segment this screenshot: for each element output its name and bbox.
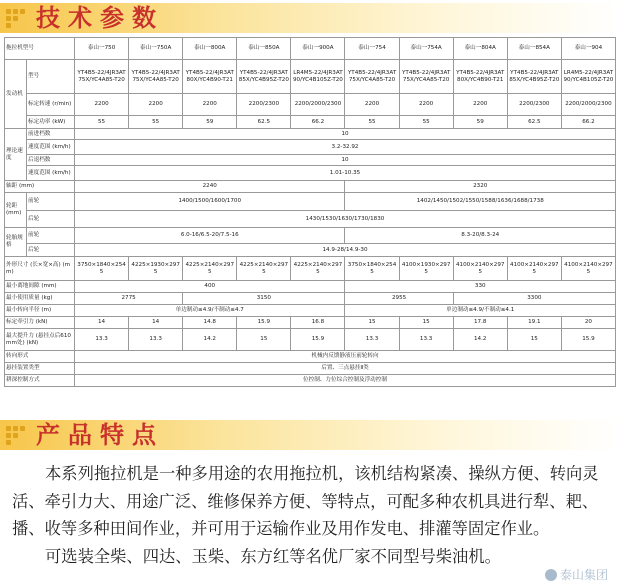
engine-speed-label: 标定转速 (r/min) [27, 94, 75, 116]
lift-cell: 13.3 [399, 329, 453, 351]
clearance-value: 400 [75, 281, 345, 293]
drawbar-cell: 14 [75, 317, 129, 329]
dims-label: 外形尺寸 (长×宽×高) (mm) [5, 257, 75, 281]
drawbar-label: 标定牵引力 (kN) [5, 317, 75, 329]
features-text [12, 460, 612, 570]
dims-cell: 3750×1840×2545 [75, 257, 129, 281]
table-row [5, 375, 616, 387]
lift-cell: 15 [507, 329, 561, 351]
lift-cell: 13.3 [345, 329, 399, 351]
drawbar-cell: 16.8 [291, 317, 345, 329]
engine-speed-cell: 2200/2300 [237, 94, 291, 116]
track-rear-value: 1430/1530/1630/1730/1830 [75, 211, 616, 228]
engine-power-cell: 55 [399, 116, 453, 129]
table-row [5, 211, 616, 228]
table-row [5, 228, 616, 244]
speed-group-label: 理论速度 [5, 129, 27, 181]
tire-rear-value: 14.9-28/14.9-30 [75, 244, 616, 257]
spec-table [4, 37, 616, 387]
tillage-label: 耕深控制方式 [5, 375, 75, 387]
table-row [5, 257, 616, 281]
wheelbase-label: 轴距 (mm) [5, 181, 75, 193]
engine-power-cell: 66.2 [291, 116, 345, 129]
clearance-value: 330 [345, 281, 616, 293]
features-paragraph: 本系列拖拉机是一种多用途的农用拖拉机，该机结构紧凑、操纵方便、转向灵活、牵引力大、用途广泛、维修保养方便、等特点，可配多种农机具进行犁、耙、播、收等多种田间作业，并可用于运输作业及用作发电、排灌等固定作业。 [12, 464, 599, 538]
lift-label: 最大提升力 (悬挂点后610mm处) (kN) [5, 329, 75, 351]
engine-type-cell: YT4B5-22/4JR3AT85X/YC4B95Z-T20 [507, 60, 561, 94]
lift-cell: 15.9 [291, 329, 345, 351]
lift-cell: 15.9 [561, 329, 615, 351]
model-cell: 泰山一804A [453, 38, 507, 60]
table-row [5, 116, 616, 129]
engine-speed-cell: 2200 [129, 94, 183, 116]
track-front-value: 1402/1450/1502/1550/1588/1636/1688/1738 [345, 193, 616, 211]
engine-type-label: 型号 [27, 60, 75, 94]
lift-cell: 14.2 [453, 329, 507, 351]
turn-value: 单边制动≤4.9/不制动≤4.7 [75, 305, 345, 317]
lift-cell: 15 [237, 329, 291, 351]
engine-speed-cell: 2200 [75, 94, 129, 116]
table-row [5, 244, 616, 257]
engine-group-label: 发动机 [5, 60, 27, 129]
fwd-gears-label: 前进档数 [27, 129, 75, 140]
drawbar-cell: 17.8 [453, 317, 507, 329]
engine-speed-cell: 2200 [183, 94, 237, 116]
engine-type-cell: YT4B5-22/4JR3AT75X/YC4A85-T20 [129, 60, 183, 94]
track-group-label: 轮距 (mm) [5, 193, 27, 228]
table-row [5, 293, 616, 305]
model-cell: 泰山一750 [75, 38, 129, 60]
engine-type-cell: LR4M5-22/4JR3AT90/YC4B105Z-T20 [561, 60, 615, 94]
mass-label: 最小使用质量 (kg) [5, 293, 75, 305]
tire-front-value: 8.3-20/8.3-24 [345, 228, 616, 244]
mass-value: 3150 [183, 293, 345, 305]
drawbar-cell: 15 [345, 317, 399, 329]
dims-cell: 4225×2140×2975 [183, 257, 237, 281]
drawbar-cell: 15 [399, 317, 453, 329]
dims-cell: 4225×1930×2975 [129, 257, 183, 281]
drawbar-cell: 20 [561, 317, 615, 329]
lift-cell: 13.3 [75, 329, 129, 351]
wechat-logo-icon [545, 569, 557, 581]
engine-speed-cell: 2200 [399, 94, 453, 116]
banner-dots-icon [6, 426, 28, 444]
steer-label: 转向形式 [5, 351, 75, 363]
steer-value: 机械内反馈静液压前轮转向 [75, 351, 616, 363]
table-row [5, 317, 616, 329]
table-row [5, 140, 616, 155]
track-rear-label: 后轮 [27, 211, 75, 228]
turn-label: 最小转向半径 (m) [5, 305, 75, 317]
engine-power-cell: 55 [75, 116, 129, 129]
table-header-row [5, 38, 616, 60]
table-row [5, 155, 616, 166]
clearance-label: 最小离地间隙 (mm) [5, 281, 75, 293]
engine-power-cell: 66.2 [561, 116, 615, 129]
dims-cell: 4225×2140×2975 [237, 257, 291, 281]
table-row [5, 166, 616, 181]
drawbar-cell: 19.1 [507, 317, 561, 329]
rev-speed-label: 速度范围 (km/h) [27, 166, 75, 181]
spec-banner [0, 3, 620, 33]
table-row [5, 363, 616, 375]
tire-front-label: 前轮 [27, 228, 75, 244]
engine-power-cell: 59 [183, 116, 237, 129]
model-cell: 泰山一800A [183, 38, 237, 60]
watermark [545, 566, 608, 583]
dims-cell: 4100×1930×2975 [399, 257, 453, 281]
wheelbase-value: 2240 [75, 181, 345, 193]
banner-dots-icon [6, 9, 28, 27]
engine-speed-cell: 2200/2000/2300 [291, 94, 345, 116]
table-row [5, 351, 616, 363]
engine-power-cell: 55 [345, 116, 399, 129]
engine-type-cell: YT4B5-22/4JR3AT75X/YC4A85-T20 [345, 60, 399, 94]
model-label: 拖拉机型号 [5, 38, 75, 60]
rev-gears-value: 10 [75, 155, 616, 166]
features-title: 产品特点 [36, 421, 164, 449]
engine-type-cell: YT4B5-22/4JR3AT85X/YC4B95Z-T20 [237, 60, 291, 94]
fwd-speed-value: 3.2-32.92 [75, 140, 616, 155]
model-cell: 泰山一904 [561, 38, 615, 60]
mass-value: 2955 [345, 293, 453, 305]
engine-type-cell: YT4B5-22/4JR3AT80X/YC4B90-T21 [453, 60, 507, 94]
table-row [5, 60, 616, 94]
track-front-value: 1400/1500/1600/1700 [75, 193, 345, 211]
table-row [5, 94, 616, 116]
rev-gears-label: 后退档数 [27, 155, 75, 166]
dims-cell: 4225×2140×2975 [291, 257, 345, 281]
engine-type-cell: YT4B5-22/4JR3AT75X/YC4A85-T20 [399, 60, 453, 94]
engine-power-cell: 55 [129, 116, 183, 129]
mass-value: 3300 [453, 293, 615, 305]
engine-power-cell: 62.5 [237, 116, 291, 129]
engine-power-cell: 62.5 [507, 116, 561, 129]
drawbar-cell: 14.8 [183, 317, 237, 329]
fwd-gears-value: 10 [75, 129, 616, 140]
features-banner [0, 420, 620, 450]
rev-speed-value: 1.01-10.35 [75, 166, 616, 181]
table-row [5, 281, 616, 293]
tire-front-value: 6.0-16/6.5-20/7.5-16 [75, 228, 345, 244]
engine-power-cell: 59 [453, 116, 507, 129]
dims-cell: 4100×2140×2975 [561, 257, 615, 281]
engine-type-cell: LR4M5-22/4JR3AT90/YC4B105Z-T20 [291, 60, 345, 94]
tire-rear-label: 后轮 [27, 244, 75, 257]
fwd-speed-label: 速度范围 (km/h) [27, 140, 75, 155]
track-front-label: 前轮 [27, 193, 75, 211]
model-cell: 泰山一750A [129, 38, 183, 60]
table-row [5, 193, 616, 211]
model-cell: 泰山一754 [345, 38, 399, 60]
engine-power-label: 标定功率 (kW) [27, 116, 75, 129]
hitch-value: 后置、三点悬挂Ⅱ类 [75, 363, 616, 375]
turn-value: 单边制动≤4.9/不制动≤4.1 [345, 305, 616, 317]
table-row [5, 305, 616, 317]
tillage-value: 位控制、力位综合控制及浮动控制 [75, 375, 616, 387]
drawbar-cell: 15.9 [237, 317, 291, 329]
lift-cell: 13.3 [129, 329, 183, 351]
drawbar-cell: 14 [129, 317, 183, 329]
watermark-text: 泰山集团 [559, 568, 608, 582]
table-row [5, 181, 616, 193]
model-cell: 泰山一900A [291, 38, 345, 60]
tire-group-label: 轮胎规格 [5, 228, 27, 257]
model-cell: 泰山一754A [399, 38, 453, 60]
engine-type-cell: YT4B5-22/4JR3AT75X/YC4A85-T20 [75, 60, 129, 94]
dims-cell: 4100×2140×2975 [453, 257, 507, 281]
hitch-label: 悬挂装置类型 [5, 363, 75, 375]
model-cell: 泰山一854A [507, 38, 561, 60]
engine-speed-cell: 2200 [345, 94, 399, 116]
mass-value: 2775 [75, 293, 183, 305]
engine-speed-cell: 2200/2300 [507, 94, 561, 116]
engine-speed-cell: 2200/2000/2300 [561, 94, 615, 116]
dims-cell: 4100×2140×2975 [507, 257, 561, 281]
engine-type-cell: YT4B5-22/4JR3AT80X/YC4B90-T21 [183, 60, 237, 94]
dims-cell: 3750×1840×2545 [345, 257, 399, 281]
spec-title: 技术参数 [36, 4, 164, 32]
features-paragraph: 可选装全柴、四达、玉柴、东方红等名优厂家不同型号柴油机。 [45, 546, 501, 566]
wheelbase-value: 2320 [345, 181, 616, 193]
model-cell: 泰山一850A [237, 38, 291, 60]
table-row [5, 129, 616, 140]
engine-speed-cell: 2200 [453, 94, 507, 116]
lift-cell: 14.2 [183, 329, 237, 351]
table-row [5, 329, 616, 351]
